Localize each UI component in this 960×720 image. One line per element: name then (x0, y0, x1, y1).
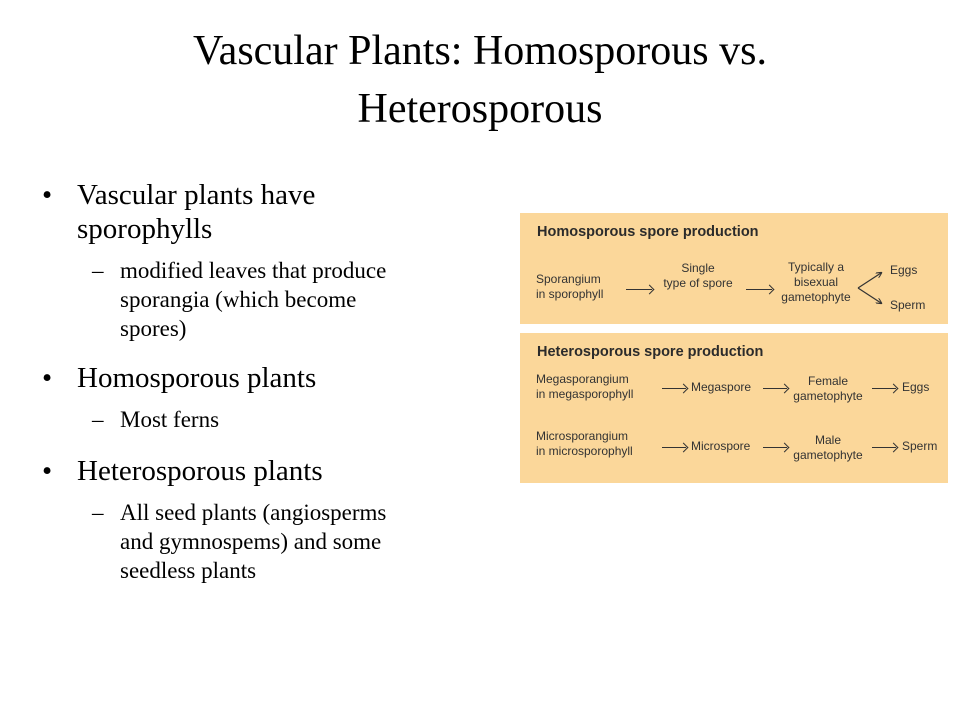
megaspore-label: Megaspore (691, 380, 752, 394)
microsporangium-label: Microsporangium in microsporophyll (536, 429, 633, 458)
bullet-homosporous-plants (42, 361, 502, 395)
bullet-heterosporous-plants (42, 454, 502, 488)
sub-bullet-text: sporangia (which become (120, 287, 357, 312)
bullet-vascular-plants (42, 178, 502, 246)
arrow-right-icon (662, 447, 686, 448)
arrow-right-icon (626, 289, 652, 290)
slide-title-line-2: Heterosporous (357, 86, 603, 132)
sub-bullet-text: All seed plants (angiosperms (120, 500, 387, 525)
homo-gametophyte-label: Typically a bisexual gametophyte (781, 260, 851, 304)
megasporangium-label: Megasporangium in megasporophyll (536, 372, 634, 401)
sub-bullet-text: Most ferns (120, 407, 220, 432)
fork-arrow-icon (854, 265, 886, 311)
homosporous-panel (520, 213, 948, 324)
homo-spore-label: Single type of spore (663, 261, 733, 290)
arrow-right-icon (746, 289, 772, 290)
bullet-text: sporophylls (77, 213, 213, 245)
sub-bullet-text: modified leaves that produce (120, 258, 387, 283)
spore-production-figure (520, 213, 948, 483)
heterosporous-panel (520, 333, 948, 483)
microspore-label: Microspore (691, 439, 751, 453)
heterosporous-panel-title: Heterosporous spore production (537, 344, 764, 360)
sub-bullet-text: and gymnospems) and some (120, 529, 382, 554)
female-gametophyte-label: Female gametophyte (793, 374, 863, 403)
sperm-label: Sperm (902, 439, 938, 453)
sub-bullet-most-ferns (42, 405, 502, 434)
male-gametophyte-label: Male gametophyte (793, 433, 863, 462)
eggs-label: Eggs (902, 380, 930, 394)
slide-title (40, 22, 920, 138)
sub-bullet-sporophylls-definition (42, 256, 502, 343)
sub-bullet-text: seedless plants (120, 558, 257, 583)
bullet-list (42, 178, 502, 585)
homosporous-panel-title: Homosporous spore production (537, 224, 759, 240)
homo-sperm-label: Sperm (890, 298, 926, 312)
sub-bullet-seed-plants (42, 498, 502, 585)
sub-bullet-text: spores) (120, 316, 187, 341)
slide-title-line-1: Vascular Plants: Homosporous vs. (193, 28, 767, 74)
bullet-text: Heterosporous plants (77, 455, 323, 487)
arrow-right-icon (872, 388, 896, 389)
bullet-text: Homosporous plants (77, 362, 317, 394)
bullet-text: Vascular plants have (77, 179, 316, 211)
homo-eggs-label: Eggs (890, 263, 918, 277)
arrow-right-icon (872, 447, 896, 448)
arrow-right-icon (662, 388, 686, 389)
homo-sporangium-label: Sporangium in sporophyll (536, 272, 604, 301)
